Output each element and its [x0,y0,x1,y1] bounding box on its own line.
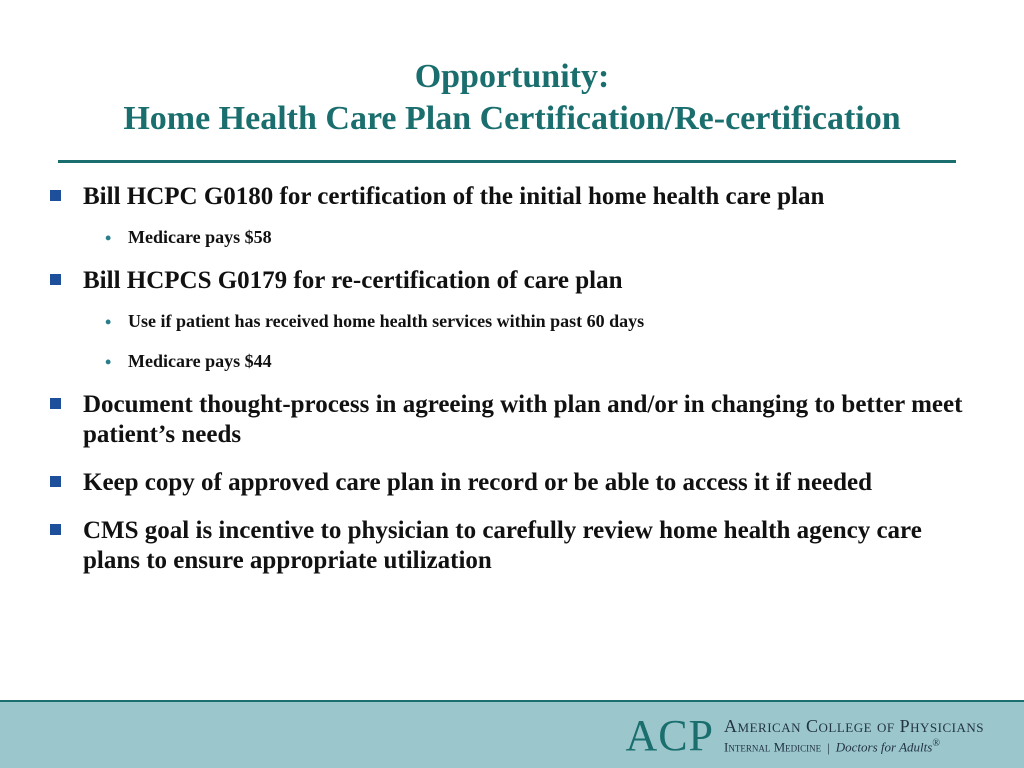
square-bullet-icon [50,190,61,201]
sub-bullet-text: Medicare pays $58 [128,227,272,247]
dot-bullet-icon: • [105,228,112,248]
slide-title [0,56,1024,140]
square-bullet-icon [50,476,61,487]
org-tagline [724,736,984,755]
footer-band [0,700,1024,768]
bullet-list [50,182,980,594]
bullet-text: Bill HCPC G0180 for certification of the initial home health care plan [83,183,825,210]
sub-bullet-text: Use if patient has received home health services within past 60 days [128,311,645,331]
title-divider [58,160,956,163]
bullet-item [50,468,980,498]
bullet-text: Bill HCPCS G0179 for re-certification of care plan [83,267,623,294]
sub-bullet-item [50,310,980,332]
registered-mark: ® [932,738,940,750]
bullet-item [50,266,980,296]
logo-text [724,716,984,755]
square-bullet-icon [50,524,61,535]
title-line-1: Opportunity: [414,58,610,95]
tagline-right: Doctors for Adults [835,739,933,755]
bullet-item [50,390,980,450]
tagline-separator: | [827,739,830,755]
square-bullet-icon [50,398,61,409]
dot-bullet-icon: • [105,352,112,372]
bullet-item [50,516,980,576]
bullet-item [50,182,980,212]
sub-bullet-item [50,350,980,372]
bullet-text: CMS goal is incentive to physician to carefully review home health agency care plans to ensure appropriate utilization [83,517,922,574]
logo-mark: ACP [625,711,715,760]
bullet-text: Document thought-process in agreeing with plan and/or in changing to better meet patient’s needs [83,391,963,448]
tagline-left: Internal Medicine [724,739,822,755]
square-bullet-icon [50,274,61,285]
sub-bullet-item [50,226,980,248]
acp-logo [625,712,984,760]
bullet-text: Keep copy of approved care plan in record or be able to access it if needed [83,469,873,496]
sub-bullet-text: Medicare pays $44 [128,351,272,371]
org-name: American College of Physicians [724,716,984,737]
dot-bullet-icon: • [105,312,112,332]
title-line-2: Home Health Care Plan Certification/Re-certification [123,100,901,137]
